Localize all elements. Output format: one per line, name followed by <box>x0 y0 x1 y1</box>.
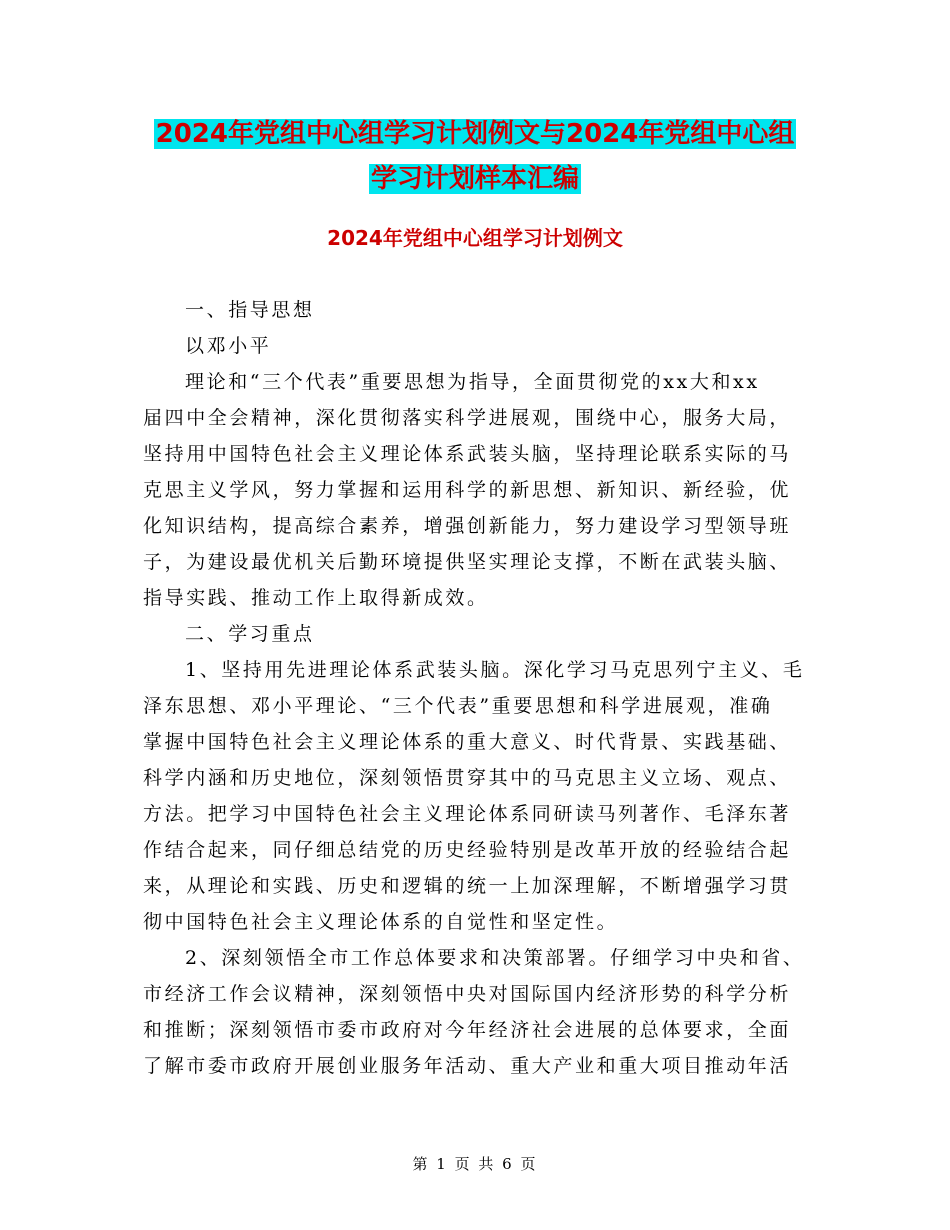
text-line: 市经济工作会议精神，深刻领悟中央对国际国内经济形势的科学分析 <box>143 983 792 1005</box>
text-line: 科学内涵和历史地位，深刻领悟贯穿其中的马克思主义立场、观点、 <box>143 767 792 789</box>
text-line: 理论和“三个代表”重要思想为指导，全面贯彻党的xx大和xx <box>185 371 760 393</box>
text-line: 掌握中国特色社会主义理论体系的重大意义、时代背景、实践基础、 <box>143 731 792 753</box>
title-line-1: 2024年党组中心组学习计划例文与2024年党组中心组 <box>155 119 795 149</box>
text-line: 届四中全会精神，深化贯彻落实科学进展观，围绕中心，服务大局， <box>143 407 792 429</box>
page-number: 第 1 页 共 6 页 <box>412 1155 538 1173</box>
text-line: 彻中国特色社会主义理论体系的自觉性和坚定性。 <box>143 911 619 933</box>
text-line: 1、坚持用先进理论体系武装头脑。深化学习马克思列宁主义、毛 <box>185 659 805 681</box>
text-line: 以邓小平 <box>185 335 272 357</box>
text-line: 克思主义学风，努力掌握和运用科学的新思想、新知识、新经验，优 <box>143 479 792 501</box>
text-line: 化知识结构，提高综合素养，增强创新能力，努力建设学习型领导班 <box>143 515 792 537</box>
heading-guiding-thought: 一、指导思想 <box>185 299 315 321</box>
section-title: 2024年党组中心组学习计划例文 <box>327 226 623 250</box>
text-line: 2、深刻领悟全市工作总体要求和决策部署。仔细学习中央和省、 <box>185 947 805 969</box>
text-line: 了解市委市政府开展创业服务年活动、重大产业和重大项目推动年活 <box>143 1055 792 1077</box>
text-line: 子，为建设最优机关后勤环境提供坚实理论支撑，不断在武装头脑、 <box>143 551 792 573</box>
text-line: 泽东思想、邓小平理论、“三个代表”重要思想和科学进展观，准确 <box>143 695 773 717</box>
title-line-2: 学习计划样本汇编 <box>370 164 579 194</box>
text-line: 指导实践、推动工作上取得新成效。 <box>143 587 489 609</box>
document-body <box>143 292 807 1084</box>
document-title <box>0 112 950 202</box>
text-line: 作结合起来，同仔细总结党的历史经验特别是改革开放的经验结合起 <box>143 839 792 861</box>
text-line: 坚持用中国特色社会主义理论体系武装头脑，坚持理论联系实际的马 <box>143 443 792 465</box>
text-line: 方法。把学习中国特色社会主义理论体系同研读马列著作、毛泽东著 <box>143 803 792 825</box>
text-line: 来，从理论和实践、历史和逻辑的统一上加深理解，不断增强学习贯 <box>143 875 792 897</box>
text-line: 和推断；深刻领悟市委市政府对今年经济社会进展的总体要求，全面 <box>143 1019 792 1041</box>
heading-study-focus: 二、学习重点 <box>185 623 315 645</box>
